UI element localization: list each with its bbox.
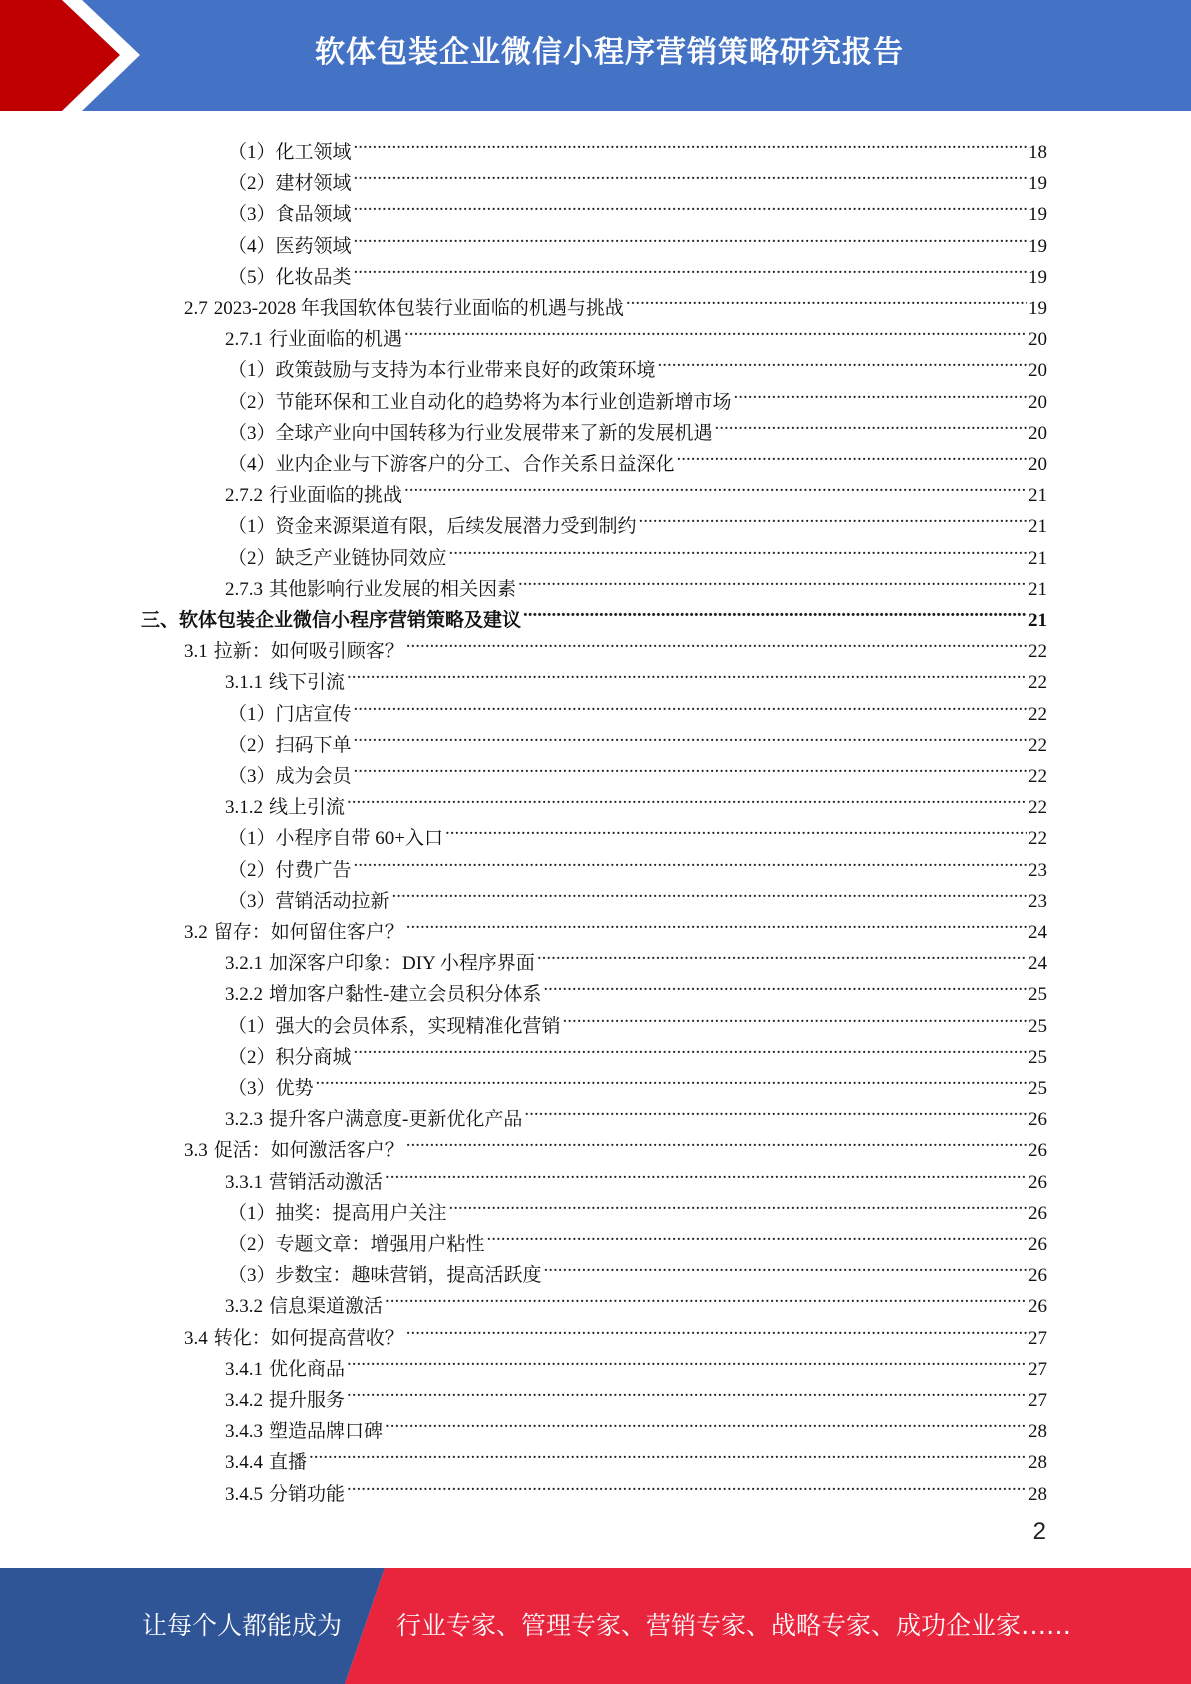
toc-dot-leader <box>347 782 1027 813</box>
toc-entry[interactable] <box>228 127 1047 163</box>
toc-entry-label: 化工领域 <box>275 142 352 163</box>
toc-entry-number: （2） <box>228 391 276 413</box>
toc-dot-leader <box>354 158 1027 189</box>
toc-entry-label: 建材领域 <box>275 173 352 195</box>
toc-entry-label: 加深客户印象：DIY 小程序界面 <box>269 953 535 975</box>
toc-entry-number: 3.4.4 <box>225 1452 263 1474</box>
toc-dot-leader <box>404 470 1027 501</box>
toc-entry[interactable] <box>225 314 1047 351</box>
report-title: 软体包装企业微信小程序营销策略研究报告 <box>315 35 904 70</box>
toc-entry[interactable] <box>225 470 1047 507</box>
toc-dot-leader <box>406 1313 1027 1344</box>
toc-entry-number: （1） <box>228 828 276 850</box>
toc-entry-page: 22 <box>1028 828 1047 850</box>
toc-entry-label: 化妆品类 <box>275 266 352 288</box>
toc-dot-leader <box>354 189 1027 220</box>
toc-dot-leader <box>347 1344 1027 1375</box>
toc-dot-leader <box>537 938 1027 969</box>
toc-dot-leader <box>347 657 1027 688</box>
toc-entry[interactable] <box>228 439 1047 475</box>
toc-entry[interactable] <box>228 1219 1047 1255</box>
toc-entry[interactable] <box>228 1032 1047 1068</box>
toc-entry-page: 27 <box>1028 1358 1047 1380</box>
toc-dot-leader <box>392 876 1027 907</box>
toc-entry-label: 营销活动激活 <box>269 1171 384 1193</box>
toc-entry[interactable] <box>228 189 1047 226</box>
toc-entry-page: 20 <box>1028 454 1047 475</box>
toc-entry-page: 21 <box>1028 578 1047 600</box>
toc-entry-label: 小程序自带 60+入口 <box>275 828 443 850</box>
toc-entry-number: 3.4.3 <box>225 1421 263 1443</box>
toc-entry-page: 27 <box>1028 1390 1047 1411</box>
toc-entry[interactable] <box>225 938 1047 975</box>
toc-entry-page: 26 <box>1028 1140 1047 1162</box>
toc-entry[interactable] <box>225 1375 1047 1411</box>
toc-entry[interactable] <box>228 876 1047 912</box>
toc-entry-label: 积分商城 <box>275 1046 352 1068</box>
toc-entry-label: 专题文章：增强用户粘性 <box>275 1234 485 1255</box>
toc-dot-leader <box>354 127 1027 158</box>
toc-entry[interactable] <box>228 813 1047 850</box>
toc-entry-number: （2） <box>228 1046 276 1068</box>
toc-entry[interactable] <box>184 907 1047 943</box>
toc-entry-number: （1） <box>228 703 276 725</box>
toc-dot-leader <box>354 1032 1027 1063</box>
toc-dot-leader <box>544 1250 1027 1281</box>
footer-slogan-left: 让每个人都能成为 <box>142 1611 343 1640</box>
toc-entry-label: 转化：如何提高营收？ <box>213 1327 404 1349</box>
toc-entry-label: 留存：如何留住客户？ <box>213 922 404 943</box>
toc-entry-label: 医药领域 <box>275 235 352 257</box>
toc-entry[interactable] <box>225 1437 1047 1474</box>
toc-entry[interactable] <box>225 657 1047 694</box>
toc-entry-label: 线上引流 <box>269 797 346 819</box>
toc-entry-label: 线下引流 <box>269 672 346 694</box>
toc-entry-page: 23 <box>1028 890 1047 912</box>
toc-entry-number: （1） <box>228 1015 276 1037</box>
toc-dot-leader <box>316 1063 1027 1094</box>
toc-entry[interactable] <box>141 595 1047 631</box>
toc-entry-number: 3.3 <box>184 1140 208 1162</box>
toc-entry-number: （3） <box>228 204 276 226</box>
toc-entry-label: 塑造品牌口碑 <box>269 1421 384 1443</box>
toc-entry[interactable] <box>225 1469 1047 1505</box>
toc-entry-number: 三、 <box>141 610 180 631</box>
toc-entry[interactable] <box>228 1063 1047 1099</box>
toc-entry-label: 抽奖：提高用户关注 <box>275 1202 447 1224</box>
toc-dot-leader <box>347 1375 1027 1406</box>
toc-entry-page: 24 <box>1028 953 1047 975</box>
toc-entry[interactable] <box>228 533 1047 569</box>
toc-entry-label: 政策鼓励与支持为本行业带来良好的政策环境 <box>275 360 656 382</box>
toc-entry-label: 增加客户黏性-建立会员积分体系 <box>269 984 542 1006</box>
toc-entry-number: 2.7.3 <box>225 578 263 600</box>
toc-entry-label: 营销活动拉新 <box>275 890 390 912</box>
toc-entry-number: （4） <box>228 454 276 475</box>
toc-entry-page: 26 <box>1028 1171 1047 1193</box>
toc-entry[interactable] <box>225 1344 1047 1380</box>
toc-entry-page: 28 <box>1028 1452 1047 1474</box>
toc-entry-number: （3） <box>228 890 276 912</box>
toc-entry[interactable] <box>228 158 1047 195</box>
toc-entry-page: 27 <box>1028 1327 1047 1349</box>
toc-entry-label: 资金来源渠道有限，后续发展潜力受到制约 <box>275 516 637 538</box>
toc-dot-leader <box>354 751 1027 782</box>
toc-entry-page: 26 <box>1028 1234 1047 1255</box>
toc-entry-label: 全球产业向中国转移为行业发展带来了新的发展机遇 <box>275 422 713 444</box>
toc-entry-number: 3.3.1 <box>225 1171 263 1193</box>
toc-entry-page: 25 <box>1028 984 1047 1006</box>
toc-entry-label: 成为会员 <box>275 766 352 787</box>
toc-entry-title <box>225 1479 347 1510</box>
toc-entry-number: 3.2.3 <box>225 1109 263 1131</box>
toc-entry-label: 直播 <box>269 1452 308 1474</box>
toc-entry[interactable] <box>184 1313 1047 1349</box>
toc-entry-page: 25 <box>1028 1015 1047 1037</box>
toc-dot-leader <box>406 626 1027 657</box>
toc-dot-leader <box>354 252 1027 283</box>
toc-entry-number: （2） <box>228 173 276 195</box>
toc-dot-leader <box>406 1125 1027 1156</box>
toc-dot-leader <box>658 345 1027 376</box>
toc-entry-number: 3.1 <box>184 641 208 663</box>
footer-slogan-right: 行业专家、管理专家、营销专家、战略专家、成功企业家…… <box>396 1611 1072 1640</box>
toc-entry-number: （1） <box>228 1202 276 1224</box>
header-banner <box>0 0 1191 111</box>
toc-entry-label: 业内企业与下游客户的分工、合作关系日益深化 <box>275 454 675 475</box>
toc-dot-leader <box>385 1406 1027 1437</box>
toc-entry-label: 软体包装企业微信小程序营销策略及建议 <box>179 610 522 631</box>
toc-dot-leader <box>354 689 1027 720</box>
toc-entry-page: 19 <box>1028 298 1047 319</box>
toc-entry-page: 20 <box>1028 422 1047 444</box>
toc-entry[interactable] <box>228 408 1047 444</box>
toc-entry-number: 3.1.2 <box>225 797 263 819</box>
toc-entry-number: （3） <box>228 1078 276 1099</box>
toc-entry-number: 2.7.2 <box>225 485 263 507</box>
toc-entry-number: 3.4 <box>184 1327 208 1349</box>
toc-entry[interactable] <box>184 283 1047 319</box>
toc-entry-label: 优化商品 <box>269 1358 346 1380</box>
toc-entry-number: 3.2.1 <box>225 953 263 975</box>
toc-dot-leader <box>677 439 1027 470</box>
toc-entry-label: 扫码下单 <box>275 734 352 756</box>
toc-entry-page: 28 <box>1028 1483 1047 1505</box>
toc-entry[interactable] <box>225 564 1047 600</box>
toc-dot-leader <box>734 377 1027 408</box>
toc-entry-number: 3.4.5 <box>225 1483 263 1505</box>
toc-entry-number: 3.4.1 <box>225 1358 263 1380</box>
toc-entry-number: 3.3.2 <box>225 1296 263 1318</box>
toc-entry[interactable] <box>184 626 1047 663</box>
toc-entry[interactable] <box>228 501 1047 538</box>
toc-entry-number: （3） <box>228 1265 276 1287</box>
toc-entry[interactable] <box>225 782 1047 819</box>
toc-entry[interactable] <box>225 1406 1047 1443</box>
toc-entry-number: （2） <box>228 547 276 569</box>
toc-entry-label: 提升客户满意度-更新优化产品 <box>269 1109 523 1131</box>
toc-dot-leader <box>449 533 1027 564</box>
toc-entry-page: 22 <box>1028 766 1047 787</box>
toc-entry[interactable] <box>225 1281 1047 1318</box>
toc-entry[interactable] <box>225 1094 1047 1131</box>
toc-entry-page: 22 <box>1028 734 1047 756</box>
toc-entry-number: （5） <box>228 266 276 288</box>
toc-entry-number: 3.4.2 <box>225 1390 263 1411</box>
toc-dot-leader <box>543 969 1027 1000</box>
toc-entry-page: 22 <box>1028 797 1047 819</box>
toc-entry-page: 20 <box>1028 360 1047 382</box>
toc-entry-label: 付费广告 <box>275 859 352 881</box>
toc-entry-page: 21 <box>1028 547 1047 569</box>
toc-entry-number: （3） <box>228 422 276 444</box>
toc-entry-page: 21 <box>1028 485 1047 507</box>
toc-entry-page: 20 <box>1028 329 1047 351</box>
toc-entry-page: 26 <box>1028 1202 1047 1224</box>
toc-dot-leader <box>715 408 1027 439</box>
toc-entry-number: （1） <box>228 142 276 163</box>
toc-dot-leader <box>487 1219 1027 1250</box>
toc-entry-number: （4） <box>228 235 276 257</box>
toc-dot-leader <box>639 501 1027 532</box>
toc-entry-page: 25 <box>1028 1046 1047 1068</box>
toc-entry-number: 2.7 <box>184 298 208 319</box>
toc-dot-leader <box>309 1437 1027 1468</box>
toc-entry-number: （3） <box>228 766 276 787</box>
toc-entry-page: 19 <box>1028 204 1047 226</box>
toc-dot-leader <box>385 1157 1027 1188</box>
toc-entry-page: 23 <box>1028 859 1047 881</box>
toc-entry-label: 拉新：如何吸引顾客？ <box>213 641 404 663</box>
toc-entry-page: 26 <box>1028 1265 1047 1287</box>
toc-entry-page: 21 <box>1028 516 1047 538</box>
toc-entry[interactable] <box>228 845 1047 881</box>
toc-entry-page: 19 <box>1028 266 1047 288</box>
toc-entry-page: 19 <box>1028 235 1047 257</box>
toc-entry-label: 行业面临的挑战 <box>269 485 403 507</box>
toc-entry-number: 3.2 <box>184 922 208 943</box>
toc-entry-page: 22 <box>1028 703 1047 725</box>
toc-entry-page: 26 <box>1028 1296 1047 1318</box>
toc-entry[interactable] <box>228 720 1047 756</box>
toc-entry[interactable] <box>228 1001 1047 1037</box>
toc-entry-label: 促活：如何激活客户？ <box>213 1140 404 1162</box>
toc-entry-page: 20 <box>1028 391 1047 413</box>
toc-dot-leader <box>406 907 1027 938</box>
toc-entry-page: 28 <box>1028 1421 1047 1443</box>
toc-entry-number: 3.1.1 <box>225 672 263 694</box>
toc-entry-page: 18 <box>1028 142 1047 163</box>
toc-entry-label: 行业面临的机遇 <box>269 329 403 351</box>
toc-entry-page: 22 <box>1028 641 1047 663</box>
toc-entry-page: 22 <box>1028 672 1047 694</box>
toc-entry-page: 19 <box>1028 173 1047 195</box>
toc-entry-label: 优势 <box>275 1078 314 1099</box>
toc-entry-label: 步数宝：趣味营销，提高活跃度 <box>275 1265 542 1287</box>
toc-dot-leader <box>354 720 1027 751</box>
toc-entry-label: 提升服务 <box>269 1390 346 1411</box>
toc-entry[interactable] <box>228 252 1047 288</box>
toc-entry[interactable] <box>228 345 1047 382</box>
toc-entry[interactable] <box>228 377 1047 413</box>
toc-dot-leader <box>449 1188 1027 1219</box>
toc-dot-leader <box>518 564 1027 595</box>
toc-entry-number: （2） <box>228 734 276 756</box>
toc-dot-leader <box>404 314 1027 345</box>
toc-entry[interactable] <box>225 969 1047 1006</box>
toc-dot-leader <box>626 283 1027 314</box>
toc-dot-leader <box>563 1001 1027 1032</box>
toc-entry[interactable] <box>228 751 1047 787</box>
toc-entry-page: 25 <box>1028 1078 1047 1099</box>
toc-dot-leader <box>445 813 1027 844</box>
toc-dot-leader <box>524 1094 1027 1125</box>
toc-entry-number: 3.2.2 <box>225 984 263 1006</box>
toc-dot-leader <box>354 221 1027 252</box>
toc-entry-label: 节能环保和工业自动化的趋势将为本行业创造新增市场 <box>275 391 732 413</box>
toc-entry-label: 2023-2028 年我国软体包装行业面临的机遇与挑战 <box>213 298 624 319</box>
toc-entry-label: 缺乏产业链协同效应 <box>275 547 447 569</box>
page-number: 2 <box>1032 1518 1046 1545</box>
toc-entry-page: 26 <box>1028 1109 1047 1131</box>
toc-entry[interactable] <box>228 1250 1047 1287</box>
toc-entry-label: 其他影响行业发展的相关因素 <box>269 578 517 600</box>
footer-banner <box>0 1568 1191 1684</box>
toc-entry[interactable] <box>225 1157 1047 1193</box>
toc-entry[interactable] <box>228 221 1047 257</box>
toc-entry-label: 强大的会员体系，实现精准化营销 <box>275 1015 561 1037</box>
toc-dot-leader <box>347 1469 1027 1500</box>
toc-entry-page: 21 <box>1028 610 1047 631</box>
toc-entry-label: 分销功能 <box>269 1483 346 1505</box>
toc-dot-leader <box>354 845 1027 876</box>
toc-entry-number: 2.7.1 <box>225 329 263 351</box>
toc-entry-number: （1） <box>228 360 276 382</box>
toc-entry[interactable] <box>228 689 1047 725</box>
toc-dot-leader <box>385 1281 1027 1312</box>
toc-entry-page: 24 <box>1028 922 1047 943</box>
toc-entry-label: 食品领域 <box>275 204 352 226</box>
toc-entry-number: （1） <box>228 516 276 538</box>
toc-entry[interactable] <box>228 1188 1047 1224</box>
toc-entry-number: （2） <box>228 1234 276 1255</box>
toc-dot-leader <box>523 595 1027 626</box>
toc-entry[interactable] <box>184 1125 1047 1162</box>
toc-entry-label: 门店宣传 <box>275 703 352 725</box>
toc-entry-number: （2） <box>228 859 276 881</box>
toc-entry-label: 信息渠道激活 <box>269 1296 384 1318</box>
